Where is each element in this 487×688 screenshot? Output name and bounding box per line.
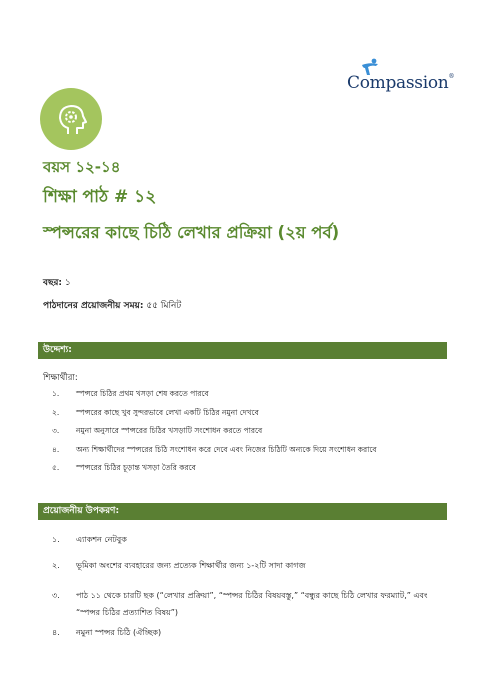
head-gear-icon: [53, 101, 89, 137]
list-item: ১. স্পন্সরে চিঠির প্রথম খসড়া শেষ করতে পারবে: [52, 389, 209, 398]
list-item: ৪. নমুনা স্পন্সর চিঠি (ঐচ্ছিক): [52, 628, 162, 637]
objectives-intro: শিক্ষার্থীরা:: [43, 373, 78, 383]
lesson-number: শিক্ষা পাঠ # ১২: [43, 187, 157, 207]
year-value: ১: [62, 278, 71, 288]
logo-text: Compassion®: [347, 73, 455, 93]
list-item: ৪. অন্য শিক্ষার্থীদের স্পন্সরের চিঠি সংশোধন করে দেবে এবং নিজের চিঠিটি অন্যকে দিয়ে সংশোধন করাবে: [52, 444, 377, 454]
materials-heading: প্রয়োজনীয় উপকরণ:: [38, 503, 447, 520]
list-item: ২. ভূমিকা অংশের ব্যবহারের জন্য প্রত্যেক শিক্ষার্থীর জন্য ১-২টি সাদা কাগজ: [52, 561, 306, 570]
year-label: বছর:: [43, 278, 63, 288]
list-item: ৩. পাঠ ১১ থেকে চারটি ছক (“লেখার প্রক্রিয়া”, “স্পন্সর চিঠির বিষয়বস্তু,” “বন্ধুর কাছে চিঠি লেখার ফরম্যাট,” এবং “স্পন্সর চিঠির প্রত্যাশিত বিষয়”): [52, 591, 428, 617]
year-line: [43, 275, 71, 290]
time-line: [43, 298, 181, 313]
page-title: স্পন্সরের কাছে চিঠি লেখার প্রক্রিয়া (২য় পর্ব): [43, 223, 340, 242]
list-item: ৫. স্পন্সরের চিঠির চূড়ান্ত খসড়া তৈরি করবে: [52, 463, 196, 472]
objectives-heading: উদ্দেশ্য:: [38, 342, 447, 359]
age-range: বয়স ১২-১৪: [43, 158, 121, 176]
list-item: ২. স্পন্সরের কাছে খুব সুন্দরভাবে লেখা একটি চিঠির নমুনা দেখবে: [52, 407, 259, 417]
list-item: ১. এ্যাকশন নেটবুক: [52, 535, 127, 544]
time-label: পাঠদানের প্রয়োজনীয় সময়:: [43, 301, 144, 311]
list-item: ৩. নমুনা অনুসারে স্পন্সরের চিঠির খসড়াটি সংশোধন করতে পারবে: [52, 426, 263, 435]
materials-list: [52, 534, 442, 640]
compassion-logo: [345, 58, 455, 98]
objectives-list: [52, 389, 377, 482]
lesson-badge: [40, 88, 102, 150]
time-value: ৫৫ মিনিট: [143, 301, 182, 311]
